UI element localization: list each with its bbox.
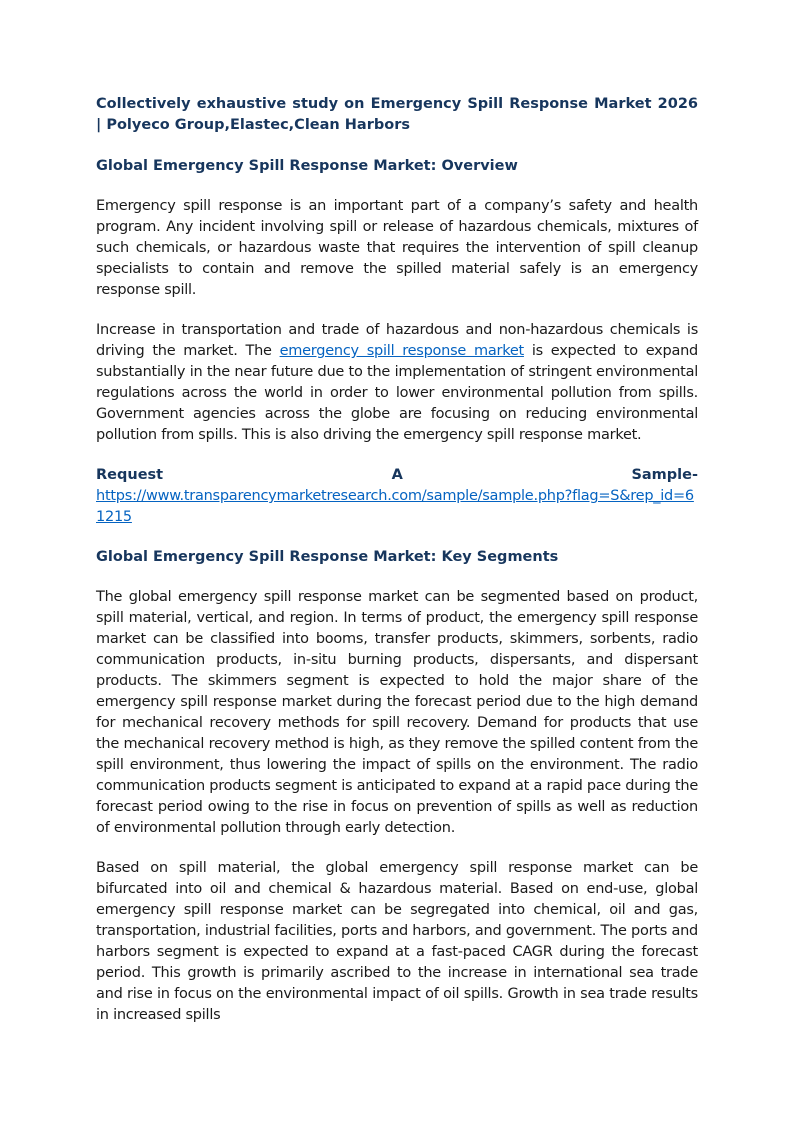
key-segments-heading: Global Emergency Spill Response Market: Key Segments	[96, 549, 559, 565]
overview-paragraph-2-text-before: Increase in transportation and trade of hazardous and non-hazardous chemicals is driving the market. The	[96, 322, 698, 359]
sample-url-link[interactable]: https://www.transparencymarketresearch.com/sample/sample.php?flag=S&rep_id=61215	[96, 488, 694, 525]
overview-paragraph-2	[96, 320, 698, 446]
overview-paragraph-2-text-after: is expected to expand substantially in the near future due to the implementation of stringent environmental regulations across the world in order to lower environmental pollution from spills. Government agencies across the globe are focusing on reducing environmental pollution from spills. This is also driving the emergency spill response market.	[96, 343, 699, 443]
document-title: Collectively exhaustive study on Emergency Spill Response Market 2026 | Polyeco Group,Elastec,Clean Harbors	[96, 96, 698, 133]
sample-word: Sample-	[631, 467, 698, 483]
request-sample-label	[96, 465, 698, 486]
document-page	[96, 94, 698, 1045]
segments-paragraph-1: The global emergency spill response market can be segmented based on product, spill material, vertical, and region. In terms of product, the emergency spill response market can be classified into booms, transfer products, skimmers, sorbents, radio communication products, in-situ burning products, dispersants, and dispersant products. The skimmers segment is expected to hold the major share of the emergency spill response market during the forecast period due to the high demand for mechanical recovery methods for spill recovery. Demand for products that use the mechanical recovery method is high, as they remove the spilled content from the spill environment, thus lowering the impact of spills on the environment. The radio communication products segment is anticipated to expand at a rapid pace during the forecast period owing to the rise in focus on prevention of spills as well as reduction of environmental pollution through early detection.	[96, 589, 698, 836]
a-word: A	[391, 467, 403, 483]
overview-paragraph-1: Emergency spill response is an important part of a company’s safety and health program. Any incident involving spill or release of hazardous chemicals, mixtures of such chemicals, or hazardous waste that requires the intervention of spill cleanup specialists to contain and remove the spilled material safely is an emergency response spill.	[96, 198, 698, 298]
request-word: Request	[96, 467, 164, 483]
segments-paragraph-2: Based on spill material, the global emergency spill response market can be bifurcated into oil and chemical & hazardous material. Based on end-use, global emergency spill response market can be segregated into chemical, oil and gas, transportation, industrial facilities, ports and harbors, and government. The ports and harbors segment is expected to expand at a fast-paced CAGR during the forecast period. This growth is primarily ascribed to the increase in international sea trade and rise in focus on the environmental impact of oil spills. Growth in sea trade results in increased spills	[96, 860, 698, 1023]
overview-heading: Global Emergency Spill Response Market: Overview	[96, 158, 518, 174]
market-report-link[interactable]: emergency spill response market	[279, 343, 524, 359]
